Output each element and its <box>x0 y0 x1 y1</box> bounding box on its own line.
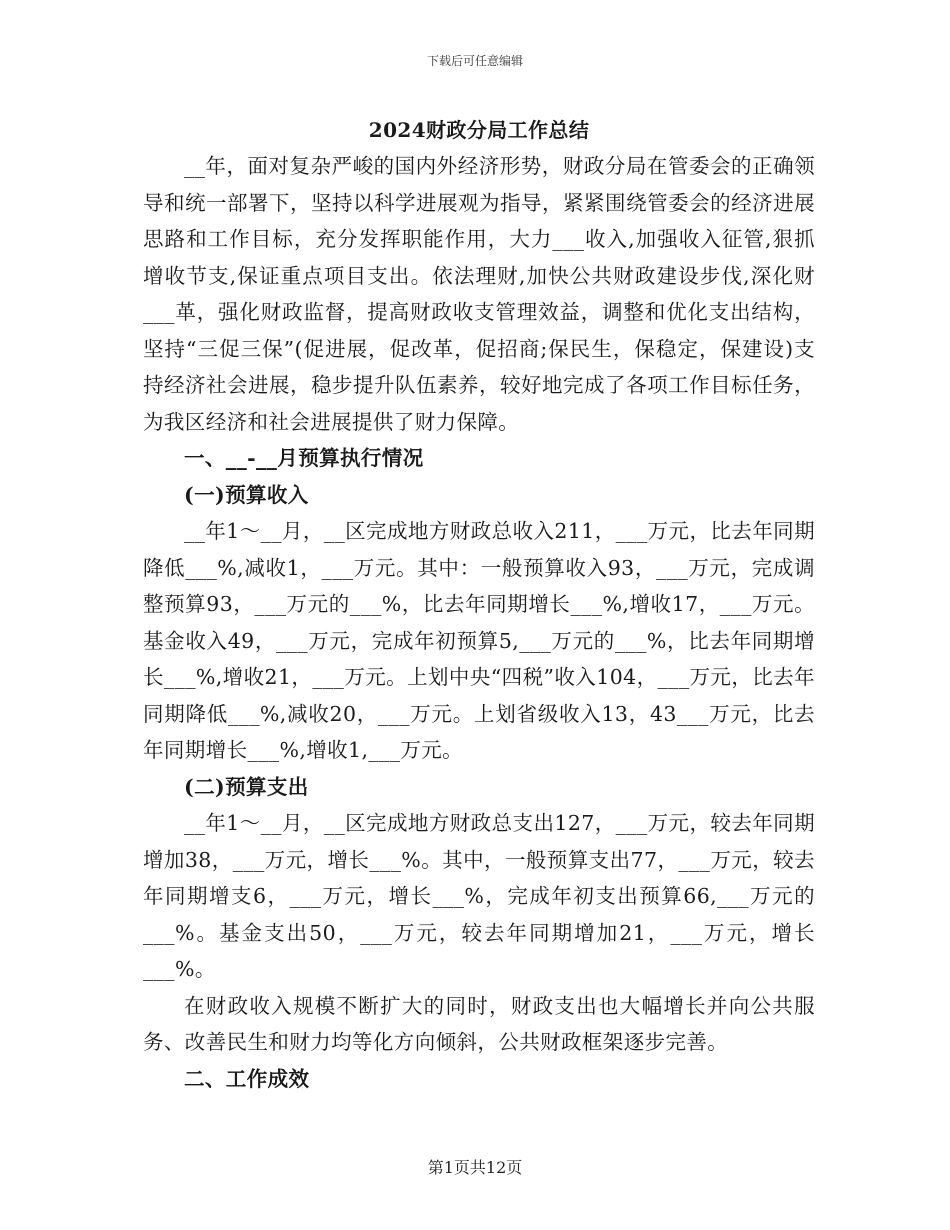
document-title: 2024财政分局工作总结 <box>368 118 590 142</box>
budget-expenditure-paragraph: __年1～__月，__区完成地方财政总支出127，___万元，较去年同期增加38，___万元，增长___%。其中，一般预算支出77，___万元，较去年同期增支6，___万元，增长___%，完成年初支出预算66,___万元的___%。基金支出50，___万元，较去年同期增加21，___万元，增长___%。 <box>143 811 815 981</box>
section-heading-budget-execution: 一、__-__月预算执行情况 <box>184 446 424 470</box>
summary-paragraph: 在财政收入规模不断扩大的同时，财政支出也大幅增长并向公共服务、改善民生和财力均等化方向倾斜，公共财政框架逐步完善。 <box>143 993 815 1054</box>
document-body <box>143 112 815 1097</box>
section-heading-work-results: 二、工作成效 <box>184 1066 310 1091</box>
intro-paragraph: __年，面对复杂严峻的国内外经济形势，财政分局在管委会的正确领导和统一部署下，坚持以科学进展观为指导，紧紧围绕管委会的经济进展思路和工作目标，充分发挥职能作用，大力___收入,加强收入征管,狠抓增收节支,保证重点项目支出。依法理财,加快公共财政建设步伐,深化财___革，强化财政监督，提高财政收支管理效益，调整和优化支出结构，坚持“三促三保”(促进展，促改革，促招商;保民生，保稳定，保建设)支持经济社会进展，稳步提升队伍素养，较好地完成了各项工作目标任务，为我区经济和社会进展提供了财力保障。 <box>143 154 815 434</box>
subsection-heading-budget-revenue: (一)预算收入 <box>184 482 309 507</box>
budget-revenue-paragraph: __年1～__月，__区完成地方财政总收入211，___万元，比去年同期降低___%,减收1，___万元。其中：一般预算收入93，___万元，完成调整预算93，___万元的___%，比去年同期增长___%,增收17，___万元。基金收入49，___万元，完成年初预算5,___万元的___%，比去年同期增长___%,增收21，___万元。上划中央“四税”收入104，___万元，比去年同期降低___%,减收20，___万元。上划省级收入13，43___万元，比去年同期增长___%,增收1,___万元。 <box>143 519 815 762</box>
subsection-heading-budget-expenditure: (二)预算支出 <box>184 774 309 799</box>
page-header-note: 下载后可任意编辑 <box>426 54 523 68</box>
page-footer-indicator: 第1页共12页 <box>427 1158 523 1177</box>
